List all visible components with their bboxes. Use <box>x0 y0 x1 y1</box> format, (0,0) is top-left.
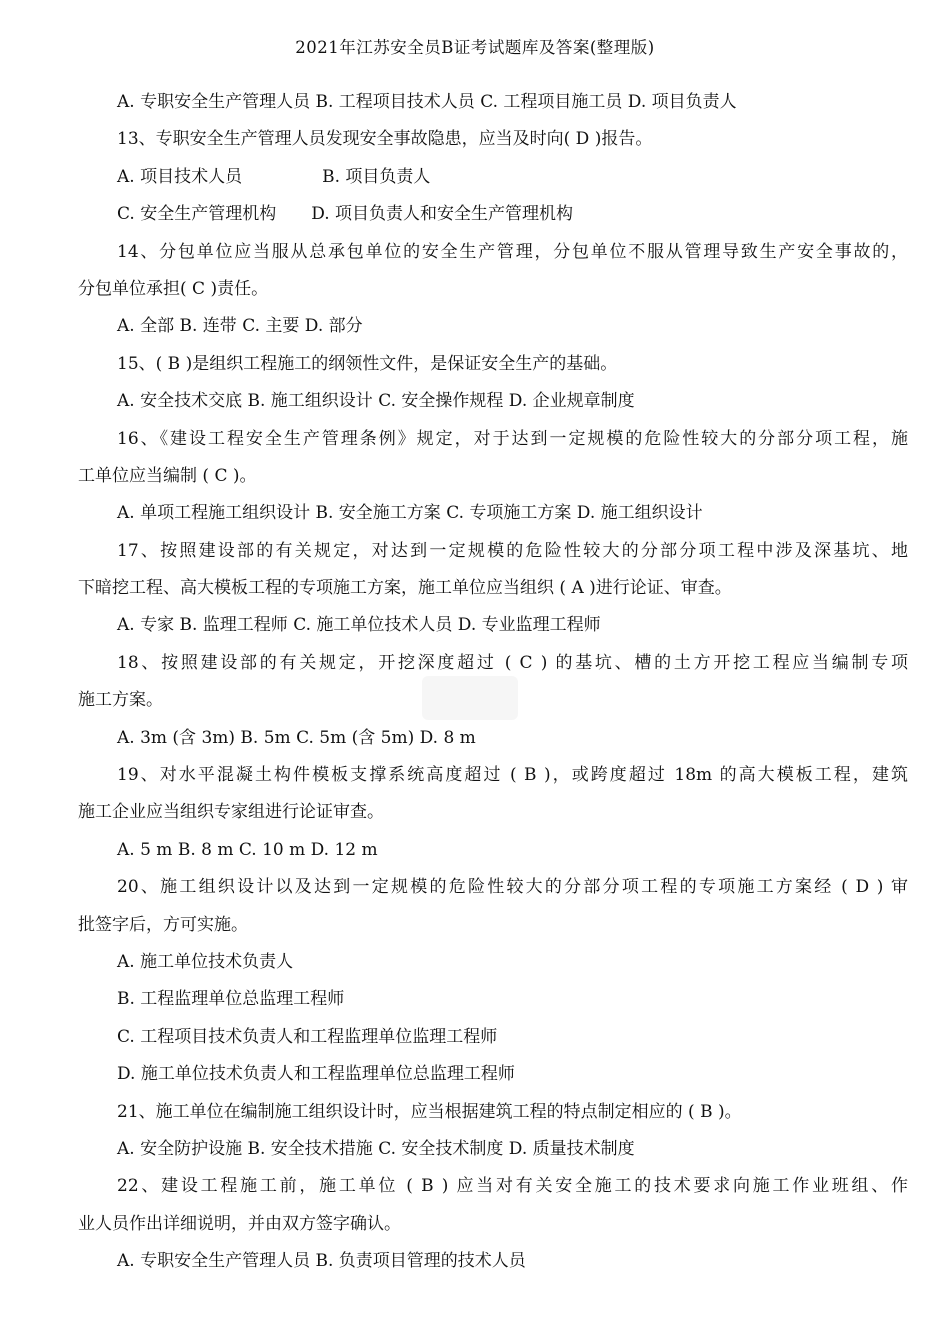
option-a: A. 项目技术人员 <box>117 166 243 187</box>
question-18: 18、按照建设部的有关规定，开挖深度超过 ( C ) 的基坑、槽的土方开挖工程应当编制专项 <box>117 652 908 673</box>
question-14-cont: 分包单位承担( C )责任。 <box>78 278 269 299</box>
question-15: 15、( B )是组织工程施工的纲领性文件，是保证安全生产的基础。 <box>117 353 618 374</box>
answer-options-q18: A. 3m (含 3m) B. 5m C. 5m (含 5m) D. 8 m <box>117 727 476 748</box>
answer-options-q13-row2 <box>78 196 908 233</box>
answer-options-q22: A. 专职安全生产管理人员 B. 负责项目管理的技术人员 <box>117 1251 526 1272</box>
option-b: B. 项目负责人 <box>322 166 431 187</box>
answer-options-q17: A. 专家 B. 监理工程师 C. 施工单位技术人员 D. 专业监理工程师 <box>117 615 601 636</box>
question-20-cont: 批签字后，方可实施。 <box>78 914 248 935</box>
answer-option-q20-b: B. 工程监理单位总监理工程师 <box>117 989 345 1010</box>
question-19: 19、对水平混凝土构件模板支撑系统高度超过 ( B )，或跨度超过 18m 的高大模板工程，建筑 <box>117 765 908 786</box>
answer-options-q12: A. 专职安全生产管理人员 B. 工程项目技术人员 C. 工程项目施工员 D. 项目负责人 <box>117 92 737 112</box>
question-18-cont: 施工方案。 <box>78 690 163 711</box>
option-d: D. 项目负责人和安全生产管理机构 <box>311 204 574 225</box>
answer-options-q15: A. 安全技术交底 B. 施工组织设计 C. 安全操作规程 D. 企业规章制度 <box>117 391 635 412</box>
question-19-cont: 施工企业应当组织专家组进行论证审查。 <box>78 802 384 823</box>
question-20: 20、施工组织设计以及达到一定规模的危险性较大的分部分项工程的专项施工方案经 ( D ) 审 <box>117 877 908 898</box>
page-title: 2021年江苏安全员B证考试题库及答案(整理版) <box>295 38 655 57</box>
answer-options-q14: A. 全部 B. 连带 C. 主要 D. 部分 <box>117 316 363 337</box>
answer-options-q13-row1 <box>78 159 908 196</box>
answer-option-q20-a: A. 施工单位技术负责人 <box>117 951 294 972</box>
question-16-cont: 工单位应当编制 ( C )。 <box>78 465 257 486</box>
question-16: 16、《建设工程安全生产管理条例》规定，对于达到一定规模的危险性较大的分部分项工程，施 <box>117 428 908 449</box>
answer-options-q21: A. 安全防护设施 B. 安全技术措施 C. 安全技术制度 D. 质量技术制度 <box>117 1138 635 1159</box>
question-13: 13、专职安全生产管理人员发现安全事故隐患，应当及时向( D )报告。 <box>117 129 653 150</box>
document-body <box>78 84 908 1281</box>
question-17-cont: 下暗挖工程、高大模板工程的专项施工方案，施工单位应当组织 ( A )进行论证、审查。 <box>78 578 732 599</box>
answer-option-q20-d: D. 施工单位技术负责人和工程监理单位总监理工程师 <box>117 1064 515 1085</box>
question-17: 17、按照建设部的有关规定，对达到一定规模的危险性较大的分部分项工程中涉及深基坑、地 <box>117 540 908 561</box>
question-14: 14、分包单位应当服从总承包单位的安全生产管理，分包单位不服从管理导致生产安全事故的， <box>117 241 908 262</box>
answer-option-q20-c: C. 工程项目技术负责人和工程监理单位监理工程师 <box>117 1026 498 1047</box>
question-22: 22、建设工程施工前，施工单位 ( B ) 应当对有关安全施工的技术要求向施工作业班组、作 <box>117 1176 908 1197</box>
option-c: C. 安全生产管理机构 <box>117 204 277 225</box>
answer-options-q19: A. 5 m B. 8 m C. 10 m D. 12 m <box>117 839 378 860</box>
answer-options-q16: A. 单项工程施工组织设计 B. 安全施工方案 C. 专项施工方案 D. 施工组织设计 <box>117 503 703 524</box>
question-21: 21、施工单位在编制施工组织设计时，应当根据建筑工程的特点制定相应的 ( B )。 <box>117 1101 742 1122</box>
question-22-cont: 业人员作出详细说明，并由双方签字确认。 <box>78 1213 401 1234</box>
